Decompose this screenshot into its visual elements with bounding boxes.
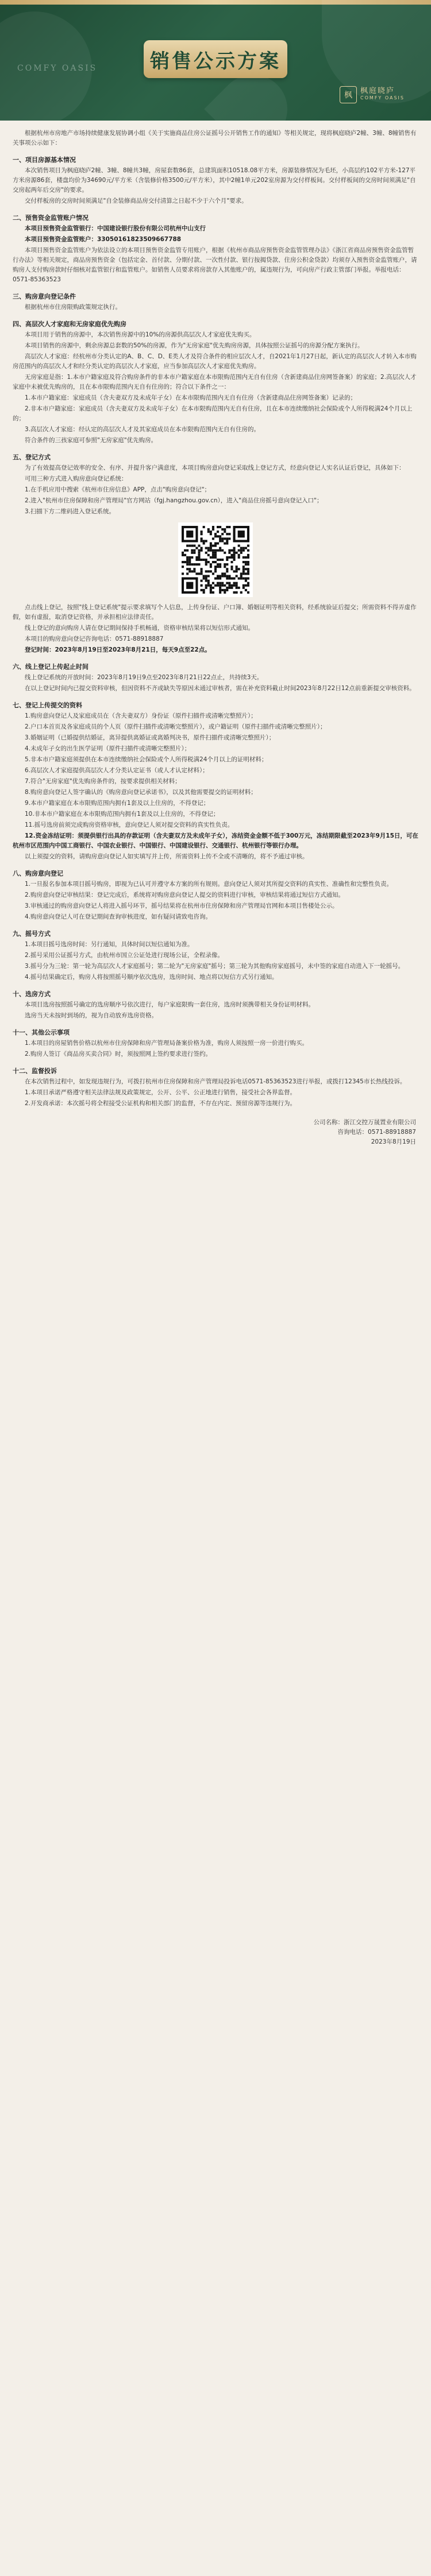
signature-block <box>13 1118 418 1147</box>
paragraph: 无房家庭是指：1.本市户籍家庭及符合购房条件的非本市户籍家庭在本市限购范围内无自有住房（含新建商品住房网签备案）的家庭；2.高层次人才家庭中未被优先购房的，且在本市限购范围内无自有住房的；符合以下条件之一： <box>13 374 417 390</box>
paragraph: 2.进入"杭州市住房保障和房产管理局"官方网站（fgj.hangzhou.gov.cn），进入"商品住房摇号意向登记入口"； <box>25 497 323 504</box>
page-title: 销售公示方案 <box>144 40 287 78</box>
paragraph: 3.扫描下方二维码进入登记系统。 <box>25 508 116 515</box>
publish-date: 2023年8月19日 <box>371 1138 416 1145</box>
paragraph: 登记时间：2023年8月19日至2023年8月21日，每天9点至22点。 <box>25 646 211 653</box>
paragraph: 1.在手机应用中搜索《杭州市住房信息》APP，点击"购房意向登记"； <box>25 486 211 493</box>
paragraph: 8.购房意向登记人签字确认的《购房意向登记承诺书》，以及其他需要提交的证明材料； <box>25 789 257 796</box>
paragraph: 1.一旦报名参加本项目摇号购房，即视为已认可并遵守本方案的所有规则。意向登记人须对其所提交资料的真实性、准确性和完整性负责。 <box>25 881 393 888</box>
paragraph: 本项目预售资金监管账户：33050161823509667788 <box>25 236 182 243</box>
banner-watermark: COMFY OASIS <box>17 64 98 73</box>
paragraph: 2.开发商承诺：本次摇号将全程接受公证机构和相关部门的监督，不存在内定、预留房源等违规行为。 <box>25 1100 297 1107</box>
paragraph: 本项目销售的房源中，剩余房源总套数的50%的房源，作为"无房家庭"优先购房房源，具体按照公证摇号的房源分配方案执行。 <box>25 342 364 349</box>
paragraph: 线上登记系统的开放时间：2023年8月19日9点至2023年8月21日22点止，共持续3天。 <box>25 674 263 681</box>
paragraph: 12.资金冻结证明：须提供银行出具的存款证明（含夫妻双方及未成年子女），冻结资金金额不低于300万元，冻结期限截至2023年9月15日，可在杭州市区范围内中国工商银行、中国农业银行、中国银行、中国建设银行、交通银行、杭州银行等银行办理。 <box>13 832 418 849</box>
paragraph: 本项目用于销售的房源中，本次销售房源中的10%的房源供高层次人才家庭优先购买。 <box>25 331 256 338</box>
intro-paragraph: 根据杭州市房地产市场持续健康发展协调小组《关于实施商品住房公证摇号公开销售工作的通知》等相关规定，现将枫庭晓庐2幢、3幢、8幢销售有关事项公示如下： <box>13 130 417 146</box>
section-heading: 七、登记上传提交的资料 <box>13 702 82 709</box>
paragraph: 交付样板房的交房时间须满足"自全装修商品房交付清算之日起不少于六个月"要求。 <box>25 197 248 204</box>
paragraph: 本项目预售资金监管银行：中国建设银行股份有限公司杭州中山支行 <box>25 225 206 232</box>
paragraph: 3.高层次人才家庭：经认定的高层次人才及其家庭成员在本市限购范围内无自有住房的。 <box>25 426 260 433</box>
section-heading: 十、选房方式 <box>13 990 51 998</box>
logo-en: COMFY OASIS <box>360 95 405 100</box>
announcement-body <box>0 121 431 1147</box>
paragraph: 本项目选房按照摇号确定的选房顺序号依次进行，每户家庭限购一套住房，选房时须携带相关身份证明材料。 <box>25 1001 314 1008</box>
paragraph: 根据杭州市住房限购政策规定执行。 <box>25 304 121 311</box>
section-heading: 二、预售资金监管账户情况 <box>13 214 88 222</box>
section-heading: 三、购房意向登记条件 <box>13 293 76 300</box>
paragraph: 9.本市户籍家庭在本市限购范围内拥有1套及以上住房的，不得登记； <box>25 800 210 807</box>
paragraph: 在本次销售过程中，如发现违规行为，可拨打杭州市住房保障和房产管理局投诉电话0571-85363523进行举报，或拨打12345市长热线投诉。 <box>25 1078 406 1085</box>
paragraph: 为了有效提高登记效率的安全、有序、并提升客户满意度，本项目购房意向登记采取线上登记方式，经意向登记人实名认证后登记，具体如下： <box>25 464 405 471</box>
paragraph: 1.本市户籍家庭：家庭成员（含夫妻双方及未成年子女）在本市限购范围内无自有住房（含新建商品住房网签备案）记录的； <box>25 394 357 401</box>
section-heading: 九、摇号方式 <box>13 930 51 938</box>
paragraph: 符合条件的三孩家庭可参照"无房家庭"优先购房。 <box>25 437 157 444</box>
paragraph: 3.婚姻证明（已婚提供结婚证，离异提供离婚证或离婚判决书，原件扫描件或清晰完整照片）； <box>25 734 275 741</box>
paragraph: 4.购房意向登记人可在登记期间查询审核进度，如有疑问请致电咨询。 <box>25 913 212 920</box>
paragraph: 1.购房意向登记人及家庭成员在（含夫妻双方）身份证（原件扫描件或清晰完整照片）； <box>25 712 257 719</box>
section-heading: 六、线上登记上传起止时间 <box>13 663 88 671</box>
paragraph: 2.购房人签订《商品房买卖合同》时，须按照网上签约要求进行签约。 <box>25 1051 212 1057</box>
paragraph: 高层次人才家庭：经杭州市分类认定的A、B、C、D、E类人才及符合条件的相应层次人才，自2021年1月27日起，新认定的高层次人才转入本市购房范围内的高层次人才和经分类认定的高层次人才家庭，应当参加高层次人才家庭优先购房。 <box>13 353 417 370</box>
paragraph: 4.未成年子女的出生医学证明（原件扫描件或清晰完整照片）； <box>25 745 191 752</box>
paragraph: 1.本项目摇号选房时间：另行通知，具体时间以短信通知为准。 <box>25 941 194 948</box>
paragraph: 选房当天未按时到场的，视为自动放弃选房资格。 <box>25 1012 157 1019</box>
paragraph: 线上登记的意向购房人请在登记期间保持手机畅通，资格审核结果将以短信形式通知。 <box>25 625 254 632</box>
paragraph: 可用三种方式进入购房意向登记系统： <box>25 475 128 482</box>
section-heading: 八、购房意向登记 <box>13 870 63 877</box>
contact-phone: 咨询电话：0571-88918887 <box>337 1129 416 1136</box>
paragraph: 本项目预售资金监管账户为依法设立的本项目预售资金监管专用账户，根据《杭州市商品房预售资金监管管理办法》《浙江省商品房预售资金监管暂行办法》等相关规定，商品房预售资金（包括定金、首付款、分期付款、一次性付款、银行按揭贷款、住房公积金贷款）均须存入预售资金监管账户，请购房人支付购房款时仔细核对监管银行和监管账户。如销售人员要求将房款存入其他账户的，属违规行为，可向房产行政主管部门举报。举报电话：0571-85363523 <box>13 247 417 283</box>
header-banner <box>0 0 431 121</box>
paragraph: 6.高层次人才家庭提供高层次人才分类认定证书（或人才认定材料）； <box>25 767 209 774</box>
paragraph: 以上须提交的资料，请购房意向登记人如实填写并上传，所需资料上传不全或不清晰的，将不予通过审核。 <box>25 853 309 860</box>
paragraph: 7.符合"无房家庭"优先购房条件的，按要求提供相关材料； <box>25 778 181 785</box>
logo-cn: 枫庭晓庐 <box>360 87 395 95</box>
paragraph: 1.本项目的房屋销售价格以杭州市住房保障和房产管理局备案价格为准，购房人须按照一房一价进行购买。 <box>25 1040 309 1047</box>
paragraph: 本项目的购房意向登记咨询电话：0571-88918887 <box>25 636 164 642</box>
paragraph: 2.户口本首页及各家庭成员的个人页（原件扫描件或清晰完整照片），或户籍证明（原件扫描件或清晰完整照片）； <box>25 723 326 730</box>
registration-qr-code[interactable] <box>178 522 253 597</box>
paragraph: 3.审核通过的购房意向登记人将进入摇号环节，摇号结果将在杭州市住房保障和房产管理局官网和本项目售楼处公示。 <box>25 902 338 909</box>
section-heading: 一、项目房源基本情况 <box>13 156 76 164</box>
section-heading: 十二、监督投诉 <box>13 1067 57 1075</box>
company-name: 公司名称：浙江交控万晟置业有限公司 <box>313 1119 416 1126</box>
paragraph: 3.摇号分为三轮：第一轮为高层次人才家庭摇号；第二轮为"无房家庭"摇号；第三轮为其他购房家庭摇号，未中签的家庭自动进入下一轮摇号。 <box>25 963 405 970</box>
paragraph: 在以上登记时间内已提交资料审核，但因资料不齐或缺失等原因未通过审核者，需在补充资料截止时间2023年8月22日12点前重新提交审核资料。 <box>25 685 415 692</box>
section-heading: 五、登记方式 <box>13 454 51 461</box>
paragraph: 11.摇号选房前须完成购房资格审核，意向登记人须对提交资料的真实性负责。 <box>25 822 234 828</box>
paragraph: 10.非本市户籍家庭在本市限购范围内拥有1套及以上住房的，不得登记； <box>25 811 220 818</box>
section-heading: 十一、其他公示事项 <box>13 1029 70 1036</box>
paragraph: 1.本项目承诺严格遵守相关法律法规及政策规定，公开、公平、公正地进行销售，接受社会各界监督。 <box>25 1089 297 1096</box>
paragraph: 2.购房意向登记审核结果：登记完成后，系统将对购房意向登记人提交的资料进行审核，审核结果将通过短信方式通知。 <box>25 892 345 898</box>
section-heading: 四、高层次人才家庭和无房家庭优先购房 <box>13 320 126 328</box>
paragraph: 本次销售项目为枫庭晓庐2幢、3幢、8幢共3幢，房屋套数86套，总建筑面积10518.08平方米，房源装修情况为毛坯，小高层约102平方米-127平方米房源86套，楼盘均价为34690元/平方米（含装修价格3500元/平方米），其中2幢1单元202室房源为交付样板间。交付样板间的交房时间须满足"自交房起两年后交房"的要求。 <box>13 167 416 193</box>
paragraph: 点击线上登记，按照"线上登记系统"提示要求填写个人信息，上传身份证、户口簿、婚姻证明等相关资料，经系统验证后提交；所需资料不得弄虚作假，如有虚报，取消登记资格，并承担相应法律责任。 <box>13 604 417 621</box>
paragraph: 2.摇号采用公证摇号方式，由杭州市国立公证处进行现场公证，全程录像。 <box>25 952 224 959</box>
brand-logo <box>340 86 405 103</box>
paragraph: 4.摇号结果确定后，购房人将按照摇号顺序依次选房，选房时间、地点将以短信方式另行通知。 <box>25 974 278 981</box>
paragraph: 2.非本市户籍家庭：家庭成员（含夫妻双方及未成年子女）在本市限购范围内无自有住房，且在本市连续缴纳社会保险或个人所得税满24个月以上的； <box>13 405 413 422</box>
qr-code-icon <box>182 526 249 594</box>
logo-mark-icon: 枫 <box>340 86 357 103</box>
paragraph: 5.非本市户籍家庭须提供在本市连续缴纳社会保险或个人所得税满24个月以上的证明材料； <box>25 756 268 763</box>
